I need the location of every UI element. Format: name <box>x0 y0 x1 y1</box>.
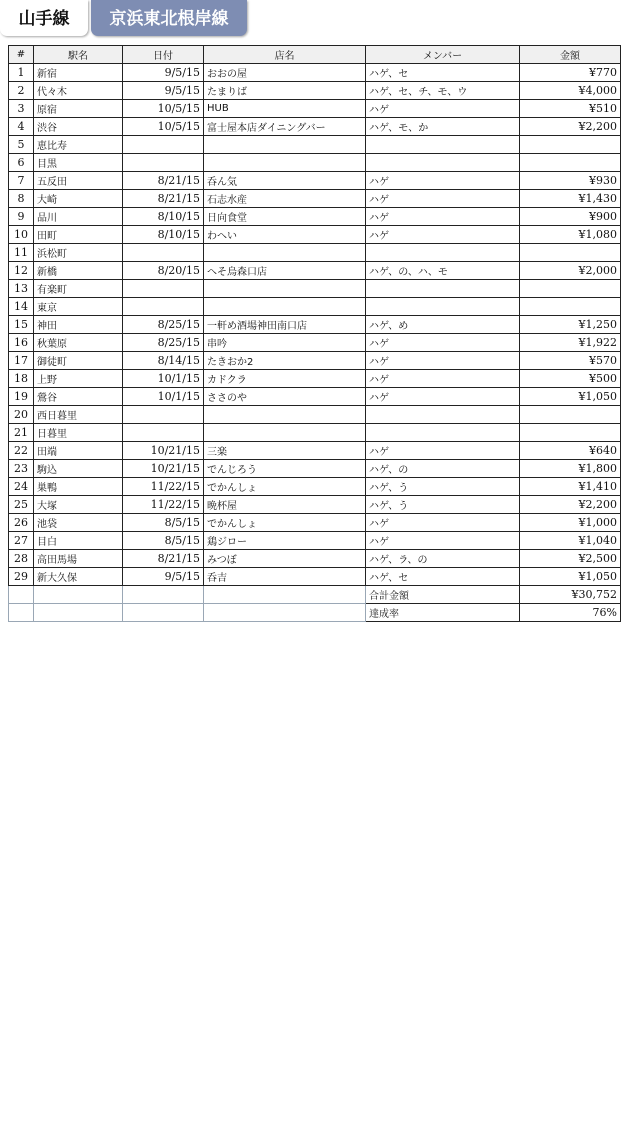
table-body <box>9 64 621 586</box>
summary-value: ¥30,752 <box>520 586 621 604</box>
table-row <box>9 406 621 424</box>
row-number-cell[interactable]: 26 <box>9 514 34 532</box>
shop-cell[interactable]: でかんしょ <box>204 478 366 496</box>
date-cell[interactable] <box>123 298 204 316</box>
date-cell[interactable]: 8/21/15 <box>123 550 204 568</box>
members-cell[interactable]: ハゲ <box>366 334 520 352</box>
date-cell[interactable]: 8/5/15 <box>123 514 204 532</box>
date-cell[interactable] <box>123 280 204 298</box>
amount-cell[interactable]: ¥900 <box>520 208 621 226</box>
tab-yamanote[interactable]: 山手線 <box>0 0 88 36</box>
shop-cell[interactable]: 串吟 <box>204 334 366 352</box>
amount-cell[interactable]: ¥1,040 <box>520 532 621 550</box>
date-cell[interactable]: 8/10/15 <box>123 226 204 244</box>
row-number-cell[interactable]: 20 <box>9 406 34 424</box>
table-row <box>9 496 621 514</box>
summary-label: 達成率 <box>366 604 520 622</box>
station-cell[interactable]: 神田 <box>34 316 123 334</box>
shop-cell[interactable]: 日向食堂 <box>204 208 366 226</box>
station-cell[interactable]: 浜松町 <box>34 244 123 262</box>
table-row <box>9 154 621 172</box>
row-number-cell[interactable]: 27 <box>9 532 34 550</box>
amount-cell[interactable] <box>520 244 621 262</box>
shop-cell[interactable]: 石志水産 <box>204 190 366 208</box>
table-row <box>9 442 621 460</box>
row-number-cell[interactable]: 21 <box>9 424 34 442</box>
row-number-cell[interactable]: 1 <box>9 64 34 82</box>
station-cell[interactable]: 新宿 <box>34 64 123 82</box>
date-cell[interactable]: 8/14/15 <box>123 352 204 370</box>
shop-cell[interactable]: みつぼ <box>204 550 366 568</box>
amount-cell[interactable]: ¥930 <box>520 172 621 190</box>
empty-cell[interactable] <box>123 604 204 622</box>
station-cell[interactable]: 巣鴨 <box>34 478 123 496</box>
row-number-cell[interactable]: 24 <box>9 478 34 496</box>
row-number-cell[interactable]: 18 <box>9 370 34 388</box>
row-number-cell[interactable]: 22 <box>9 442 34 460</box>
row-number-cell[interactable]: 13 <box>9 280 34 298</box>
shop-cell[interactable]: 晩杯屋 <box>204 496 366 514</box>
row-number-cell[interactable]: 29 <box>9 568 34 586</box>
shop-cell[interactable]: HUB <box>204 100 366 118</box>
date-cell[interactable] <box>123 406 204 424</box>
empty-cell[interactable] <box>34 604 123 622</box>
header-station[interactable]: 駅名 <box>34 46 123 64</box>
members-cell[interactable] <box>366 298 520 316</box>
amount-cell[interactable]: ¥1,800 <box>520 460 621 478</box>
shop-cell[interactable]: 鶏ジロー <box>204 532 366 550</box>
station-cell[interactable]: 大崎 <box>34 190 123 208</box>
shop-cell[interactable]: ささのや <box>204 388 366 406</box>
shop-cell[interactable]: カドクラ <box>204 370 366 388</box>
header-date[interactable]: 日付 <box>123 46 204 64</box>
table-row <box>9 568 621 586</box>
table-row <box>9 460 621 478</box>
summary-value: 76% <box>520 604 621 622</box>
station-cell[interactable]: 大塚 <box>34 496 123 514</box>
station-cell[interactable]: 駒込 <box>34 460 123 478</box>
summary-label: 合計金額 <box>366 586 520 604</box>
members-cell[interactable]: ハゲ <box>366 352 520 370</box>
station-cell[interactable]: 代々木 <box>34 82 123 100</box>
shop-cell[interactable] <box>204 406 366 424</box>
station-cell[interactable]: 恵比寿 <box>34 136 123 154</box>
table-row <box>9 550 621 568</box>
date-cell[interactable]: 10/5/15 <box>123 100 204 118</box>
row-number-cell[interactable]: 7 <box>9 172 34 190</box>
members-cell[interactable]: ハゲ、モ、か <box>366 118 520 136</box>
shop-cell[interactable]: でんじろう <box>204 460 366 478</box>
station-cell[interactable]: 高田馬場 <box>34 550 123 568</box>
shop-cell[interactable]: わへい <box>204 226 366 244</box>
empty-cell[interactable] <box>123 586 204 604</box>
table-row <box>9 208 621 226</box>
table-row <box>9 190 621 208</box>
shop-cell[interactable]: 三楽 <box>204 442 366 460</box>
date-cell[interactable]: 11/22/15 <box>123 496 204 514</box>
table-row <box>9 82 621 100</box>
row-number-cell[interactable]: 17 <box>9 352 34 370</box>
date-cell[interactable]: 9/5/15 <box>123 64 204 82</box>
table-row <box>9 244 621 262</box>
members-cell[interactable]: ハゲ <box>366 208 520 226</box>
shop-cell[interactable] <box>204 136 366 154</box>
amount-cell[interactable]: ¥1,050 <box>520 388 621 406</box>
amount-cell[interactable]: ¥2,200 <box>520 496 621 514</box>
shop-cell[interactable] <box>204 154 366 172</box>
row-number-cell[interactable]: 8 <box>9 190 34 208</box>
row-number-cell[interactable]: 6 <box>9 154 34 172</box>
empty-cell[interactable] <box>9 604 34 622</box>
row-number-cell[interactable]: 23 <box>9 460 34 478</box>
station-cell[interactable]: 上野 <box>34 370 123 388</box>
table-row <box>9 352 621 370</box>
amount-cell[interactable] <box>520 298 621 316</box>
date-cell[interactable] <box>123 244 204 262</box>
station-cell[interactable]: 目白 <box>34 532 123 550</box>
amount-cell[interactable]: ¥1,080 <box>520 226 621 244</box>
members-cell[interactable]: ハゲ、う <box>366 478 520 496</box>
members-cell[interactable]: ハゲ、め <box>366 316 520 334</box>
date-cell[interactable]: 8/10/15 <box>123 208 204 226</box>
summary-body <box>9 586 621 622</box>
station-cell[interactable]: 秋葉原 <box>34 334 123 352</box>
members-cell[interactable]: ハゲ、の <box>366 460 520 478</box>
station-cell[interactable]: 新大久保 <box>34 568 123 586</box>
row-number-cell[interactable]: 4 <box>9 118 34 136</box>
members-cell[interactable] <box>366 136 520 154</box>
summary-row <box>9 586 621 604</box>
amount-cell[interactable]: ¥1,922 <box>520 334 621 352</box>
station-cell[interactable]: 日暮里 <box>34 424 123 442</box>
members-cell[interactable]: ハゲ、の、ハ、モ <box>366 262 520 280</box>
station-cell[interactable]: 有楽町 <box>34 280 123 298</box>
header-num[interactable]: # <box>9 46 34 64</box>
members-cell[interactable] <box>366 244 520 262</box>
members-cell[interactable]: ハゲ <box>366 172 520 190</box>
table-row <box>9 136 621 154</box>
table-row <box>9 262 621 280</box>
shop-cell[interactable]: へそ烏森口店 <box>204 262 366 280</box>
row-number-cell[interactable]: 16 <box>9 334 34 352</box>
row-number-cell[interactable]: 2 <box>9 82 34 100</box>
empty-cell[interactable] <box>9 586 34 604</box>
table-row <box>9 478 621 496</box>
amount-cell[interactable]: ¥500 <box>520 370 621 388</box>
row-number-cell[interactable]: 25 <box>9 496 34 514</box>
station-cell[interactable]: 東京 <box>34 298 123 316</box>
amount-cell[interactable]: ¥570 <box>520 352 621 370</box>
date-cell[interactable]: 9/5/15 <box>123 82 204 100</box>
amount-cell[interactable] <box>520 154 621 172</box>
sheet-tab-bar <box>0 0 640 40</box>
table-row <box>9 370 621 388</box>
amount-cell[interactable]: ¥2,000 <box>520 262 621 280</box>
members-cell[interactable]: ハゲ、セ <box>366 64 520 82</box>
row-number-cell[interactable]: 15 <box>9 316 34 334</box>
members-cell[interactable]: ハゲ、う <box>366 496 520 514</box>
station-cell[interactable]: 五反田 <box>34 172 123 190</box>
shop-cell[interactable]: たまりば <box>204 82 366 100</box>
table-row <box>9 424 621 442</box>
station-cell[interactable]: 鶯谷 <box>34 388 123 406</box>
amount-cell[interactable]: ¥4,000 <box>520 82 621 100</box>
row-number-cell[interactable]: 3 <box>9 100 34 118</box>
row-number-cell[interactable]: 12 <box>9 262 34 280</box>
date-cell[interactable] <box>123 424 204 442</box>
table-row <box>9 316 621 334</box>
members-cell[interactable] <box>366 280 520 298</box>
amount-cell[interactable] <box>520 280 621 298</box>
table-row <box>9 100 621 118</box>
empty-cell[interactable] <box>204 604 366 622</box>
empty-cell[interactable] <box>34 586 123 604</box>
members-cell[interactable]: ハゲ <box>366 226 520 244</box>
members-cell[interactable] <box>366 406 520 424</box>
table-row <box>9 226 621 244</box>
date-cell[interactable]: 10/1/15 <box>123 388 204 406</box>
station-cell[interactable]: 池袋 <box>34 514 123 532</box>
table-row <box>9 64 621 82</box>
members-cell[interactable]: ハゲ、セ <box>366 568 520 586</box>
shop-cell[interactable] <box>204 298 366 316</box>
date-cell[interactable]: 10/1/15 <box>123 370 204 388</box>
table-row <box>9 280 621 298</box>
date-cell[interactable]: 8/25/15 <box>123 334 204 352</box>
shop-cell[interactable]: たきおか2 <box>204 352 366 370</box>
date-cell[interactable]: 10/21/15 <box>123 442 204 460</box>
members-cell[interactable]: ハゲ <box>366 442 520 460</box>
table-row <box>9 532 621 550</box>
amount-cell[interactable]: ¥1,430 <box>520 190 621 208</box>
station-cell[interactable]: 原宿 <box>34 100 123 118</box>
amount-cell[interactable] <box>520 424 621 442</box>
station-cell[interactable]: 西日暮里 <box>34 406 123 424</box>
amount-cell[interactable]: ¥1,000 <box>520 514 621 532</box>
amount-cell[interactable]: ¥2,500 <box>520 550 621 568</box>
shop-cell[interactable]: 呑吉 <box>204 568 366 586</box>
station-cell[interactable]: 田町 <box>34 226 123 244</box>
row-number-cell[interactable]: 9 <box>9 208 34 226</box>
members-cell[interactable]: ハゲ <box>366 388 520 406</box>
shop-cell[interactable] <box>204 424 366 442</box>
date-cell[interactable] <box>123 154 204 172</box>
station-cell[interactable]: 御徒町 <box>34 352 123 370</box>
row-number-cell[interactable]: 11 <box>9 244 34 262</box>
amount-cell[interactable]: ¥510 <box>520 100 621 118</box>
amount-cell[interactable]: ¥1,410 <box>520 478 621 496</box>
table-row <box>9 388 621 406</box>
station-log-table <box>8 45 621 622</box>
shop-cell[interactable]: 富士屋本店ダイニングバー <box>204 118 366 136</box>
amount-cell[interactable]: ¥2,200 <box>520 118 621 136</box>
shop-cell[interactable] <box>204 244 366 262</box>
date-cell[interactable]: 11/22/15 <box>123 478 204 496</box>
members-cell[interactable]: ハゲ <box>366 190 520 208</box>
header-amount[interactable]: 金額 <box>520 46 621 64</box>
row-number-cell[interactable]: 5 <box>9 136 34 154</box>
members-cell[interactable]: ハゲ、ラ、の <box>366 550 520 568</box>
date-cell[interactable] <box>123 136 204 154</box>
shop-cell[interactable]: 一軒め酒場神田南口店 <box>204 316 366 334</box>
date-cell[interactable]: 9/5/15 <box>123 568 204 586</box>
amount-cell[interactable]: ¥640 <box>520 442 621 460</box>
table-row <box>9 172 621 190</box>
table-row <box>9 298 621 316</box>
table-row <box>9 514 621 532</box>
amount-cell[interactable] <box>520 406 621 424</box>
amount-cell[interactable]: ¥770 <box>520 64 621 82</box>
members-cell[interactable] <box>366 154 520 172</box>
date-cell[interactable]: 8/25/15 <box>123 316 204 334</box>
table-row <box>9 334 621 352</box>
empty-cell[interactable] <box>204 586 366 604</box>
date-cell[interactable]: 8/21/15 <box>123 190 204 208</box>
row-number-cell[interactable]: 10 <box>9 226 34 244</box>
members-cell[interactable]: ハゲ <box>366 532 520 550</box>
members-cell[interactable] <box>366 424 520 442</box>
members-cell[interactable]: ハゲ、セ、チ、モ、ウ <box>366 82 520 100</box>
row-number-cell[interactable]: 19 <box>9 388 34 406</box>
station-cell[interactable]: 目黒 <box>34 154 123 172</box>
date-cell[interactable]: 8/21/15 <box>123 172 204 190</box>
members-cell[interactable]: ハゲ <box>366 514 520 532</box>
summary-row <box>9 604 621 622</box>
table-header-row <box>9 46 621 64</box>
header-shop[interactable]: 店名 <box>204 46 366 64</box>
tab-keihin-tohoku[interactable]: 京浜東北根岸線 <box>91 0 247 36</box>
row-number-cell[interactable]: 28 <box>9 550 34 568</box>
date-cell[interactable]: 10/5/15 <box>123 118 204 136</box>
station-cell[interactable]: 新橋 <box>34 262 123 280</box>
station-cell[interactable]: 品川 <box>34 208 123 226</box>
amount-cell[interactable]: ¥1,050 <box>520 568 621 586</box>
members-cell[interactable]: ハゲ <box>366 100 520 118</box>
shop-cell[interactable] <box>204 280 366 298</box>
amount-cell[interactable]: ¥1,250 <box>520 316 621 334</box>
amount-cell[interactable] <box>520 136 621 154</box>
row-number-cell[interactable]: 14 <box>9 298 34 316</box>
date-cell[interactable]: 8/5/15 <box>123 532 204 550</box>
shop-cell[interactable]: でかんしょ <box>204 514 366 532</box>
station-cell[interactable]: 田端 <box>34 442 123 460</box>
members-cell[interactable]: ハゲ <box>366 370 520 388</box>
date-cell[interactable]: 8/20/15 <box>123 262 204 280</box>
date-cell[interactable]: 10/21/15 <box>123 460 204 478</box>
shop-cell[interactable]: おおの屋 <box>204 64 366 82</box>
header-members[interactable]: メンバー <box>366 46 520 64</box>
shop-cell[interactable]: 呑ん気 <box>204 172 366 190</box>
station-cell[interactable]: 渋谷 <box>34 118 123 136</box>
table-row <box>9 118 621 136</box>
